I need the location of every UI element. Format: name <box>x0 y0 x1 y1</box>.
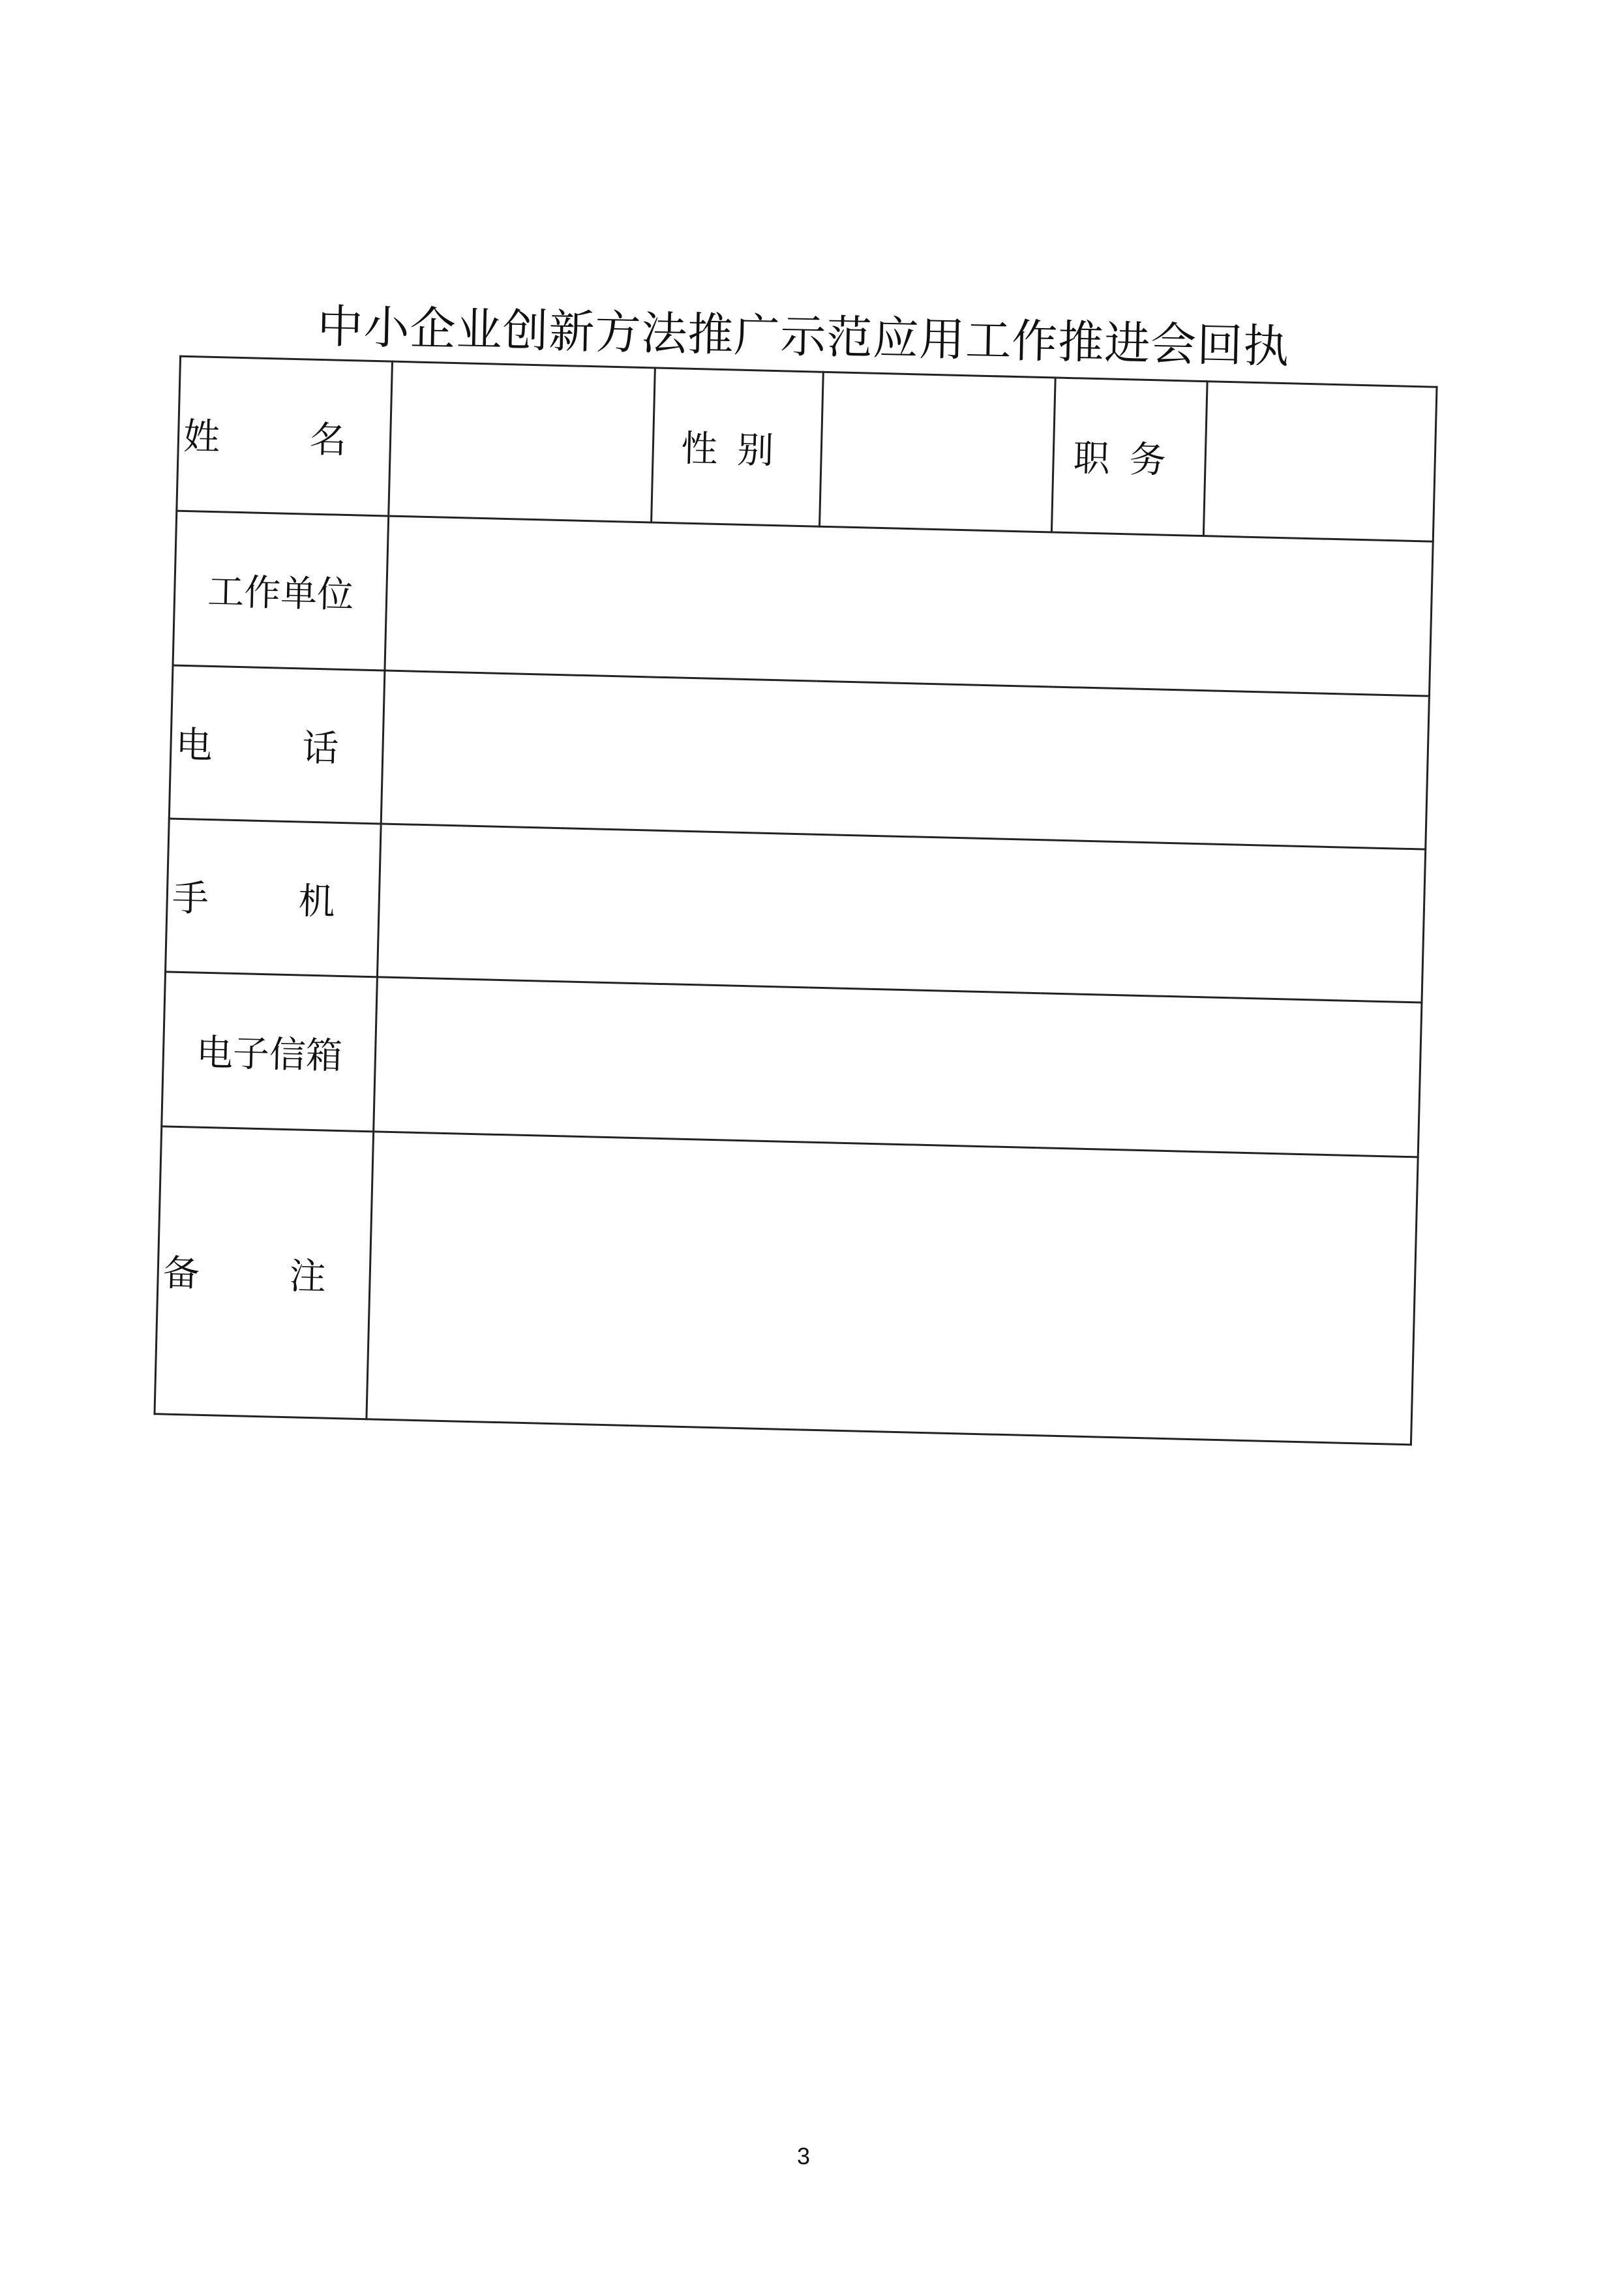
phone-field[interactable] <box>381 671 1429 849</box>
email-label: 电子信箱 <box>162 972 378 1132</box>
page-number: 3 <box>796 2143 811 2169</box>
remarks-field[interactable] <box>367 1132 1418 1445</box>
mobile-label: 手 机 <box>166 819 382 977</box>
table-row <box>173 511 1433 696</box>
name-label: 姓 名 <box>177 356 393 516</box>
table-row <box>166 819 1426 1003</box>
gender-label: 性别 <box>652 368 824 526</box>
table-row <box>155 1126 1418 1445</box>
phone-label: 电 话 <box>169 665 385 824</box>
employer-label: 工作单位 <box>173 511 389 671</box>
position-label: 职务 <box>1051 378 1207 536</box>
reply-form-table <box>153 355 1437 1446</box>
table-row <box>177 356 1437 541</box>
table-row <box>162 972 1422 1157</box>
name-field[interactable] <box>389 361 655 522</box>
form-title: 中小企业创新方法推广示范应用工作推进会回执 <box>316 299 1291 374</box>
mobile-field[interactable] <box>377 824 1425 1003</box>
employer-field[interactable] <box>385 516 1433 696</box>
table-row <box>169 665 1429 849</box>
remarks-label: 备 注 <box>155 1126 374 1419</box>
position-field[interactable] <box>1203 382 1437 542</box>
email-field[interactable] <box>374 977 1422 1157</box>
gender-field[interactable] <box>820 372 1056 532</box>
